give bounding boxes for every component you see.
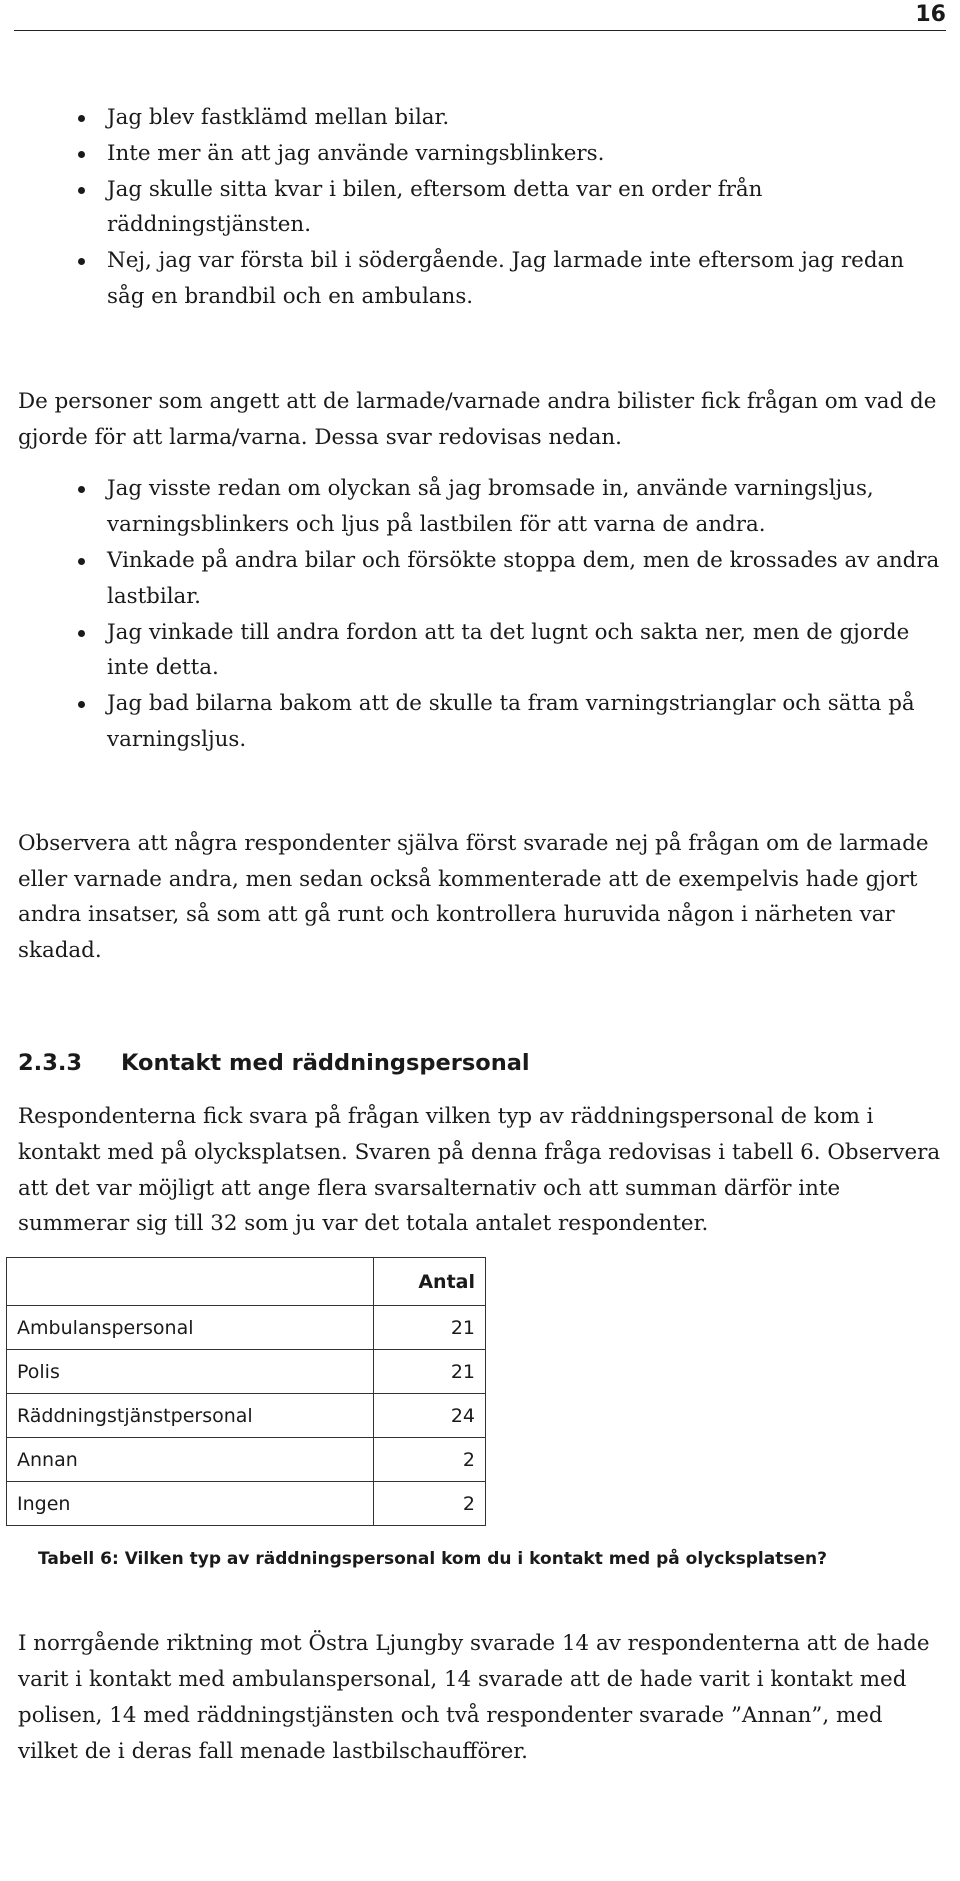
- bullet-icon: [78, 258, 85, 265]
- table-row: [7, 1394, 486, 1438]
- table-cell-value: 24: [374, 1394, 486, 1438]
- bullet-icon: [78, 701, 85, 708]
- table-caption: Tabell 6: Vilken typ av räddningspersonal kom du i kontakt med på olycksplatsen?: [38, 1549, 827, 1570]
- list-item: Jag blev fastklämd mellan bilar.: [18, 100, 948, 136]
- page-content: [18, 100, 948, 1769]
- list-item: Vinkade på andra bilar och försökte stoppa dem, men de krossades av andra lastbilar.: [18, 543, 948, 615]
- list-item: Jag visste redan om olyckan så jag bromsade in, använde varningsljus, varningsblinkers och ljus på lastbilen för att varna de andra.: [18, 471, 948, 543]
- bullet-icon: [78, 486, 85, 493]
- bullet-icon: [78, 151, 85, 158]
- bullet-icon: [78, 115, 85, 122]
- table-cell-label: Ambulanspersonal: [7, 1306, 374, 1350]
- bullet-list-quotes: [18, 100, 948, 315]
- table-header-cell: [7, 1258, 374, 1306]
- page-number: 16: [915, 2, 946, 27]
- table-cell-label: Annan: [7, 1438, 374, 1482]
- list-item: Nej, jag var första bil i södergående. Jag larmade inte eftersom jag redan såg en brandbil och en ambulans.: [18, 243, 948, 315]
- bullet-icon: [78, 630, 85, 637]
- table-row: [7, 1350, 486, 1394]
- table-cell-label: Polis: [7, 1350, 374, 1394]
- table-row: [7, 1438, 486, 1482]
- table-header-cell: Antal: [374, 1258, 486, 1306]
- bullet-list-warning-answers: [18, 471, 948, 757]
- list-item: Inte mer än att jag använde varningsblinkers.: [18, 136, 948, 172]
- list-item: Jag skulle sitta kvar i bilen, eftersom detta var en order från räddningstjänsten.: [18, 172, 948, 244]
- bullet-icon: [78, 558, 85, 565]
- section-number: 2.3.3: [18, 1049, 83, 1076]
- paragraph-northbound: I norrgående riktning mot Östra Ljungby svarade 14 av respondenterna att de hade varit i kontakt med ambulanspersonal, 14 svarade att de hade varit i kontakt med polisen, 14 med räddningstjänsten och två respondenter svarade ”Annan”, med vilket de i deras fall menade lastbilschaufförer.: [18, 1631, 930, 1764]
- paragraph-warning-question: De personer som angett att de larmade/varnade andra bilister fick frågan om vad de gjorde för att larma/varna. Dessa svar redovisas nedan.: [18, 388, 937, 450]
- table-cell-label: Ingen: [7, 1482, 374, 1526]
- table-cell-label: Räddningstjänstpersonal: [7, 1394, 374, 1438]
- bullet-icon: [78, 187, 85, 194]
- list-item: Jag vinkade till andra fordon att ta det lugnt och sakta ner, men de gjorde inte detta.: [18, 615, 948, 687]
- table-header-row: [7, 1258, 486, 1306]
- contact-table: [6, 1257, 486, 1526]
- table-row: [7, 1482, 486, 1526]
- header-rule: [14, 30, 946, 31]
- table-cell-value: 21: [374, 1350, 486, 1394]
- table-row: [7, 1306, 486, 1350]
- list-item: Jag bad bilarna bakom att de skulle ta fram varningstrianglar och sätta på varningsljus.: [18, 686, 948, 758]
- table-cell-value: 2: [374, 1438, 486, 1482]
- section-heading: [18, 1048, 948, 1078]
- section-title: Kontakt med räddningspersonal: [121, 1049, 530, 1076]
- table-cell-value: 21: [374, 1306, 486, 1350]
- paragraph-observation: Observera att några respondenter själva först svarade nej på frågan om de larmade eller varnade andra, men sedan också kommenterade att de exempelvis hade gjort andra insatser, så som att gå runt och kontrollera huruvida någon i närheten var skadad.: [18, 830, 929, 964]
- page-header: [0, 0, 960, 32]
- paragraph-contact-question: Respondenterna fick svara på frågan vilken typ av räddningspersonal de kom i kontakt med på olycksplatsen. Svaren på denna fråga redovisas i tabell 6. Observera att det var möjligt att ange flera svarsalternativ och att summan därför inte summerar sig till 32 som ju var det totala antalet respondenter.: [18, 1103, 941, 1237]
- table-cell-value: 2: [374, 1482, 486, 1526]
